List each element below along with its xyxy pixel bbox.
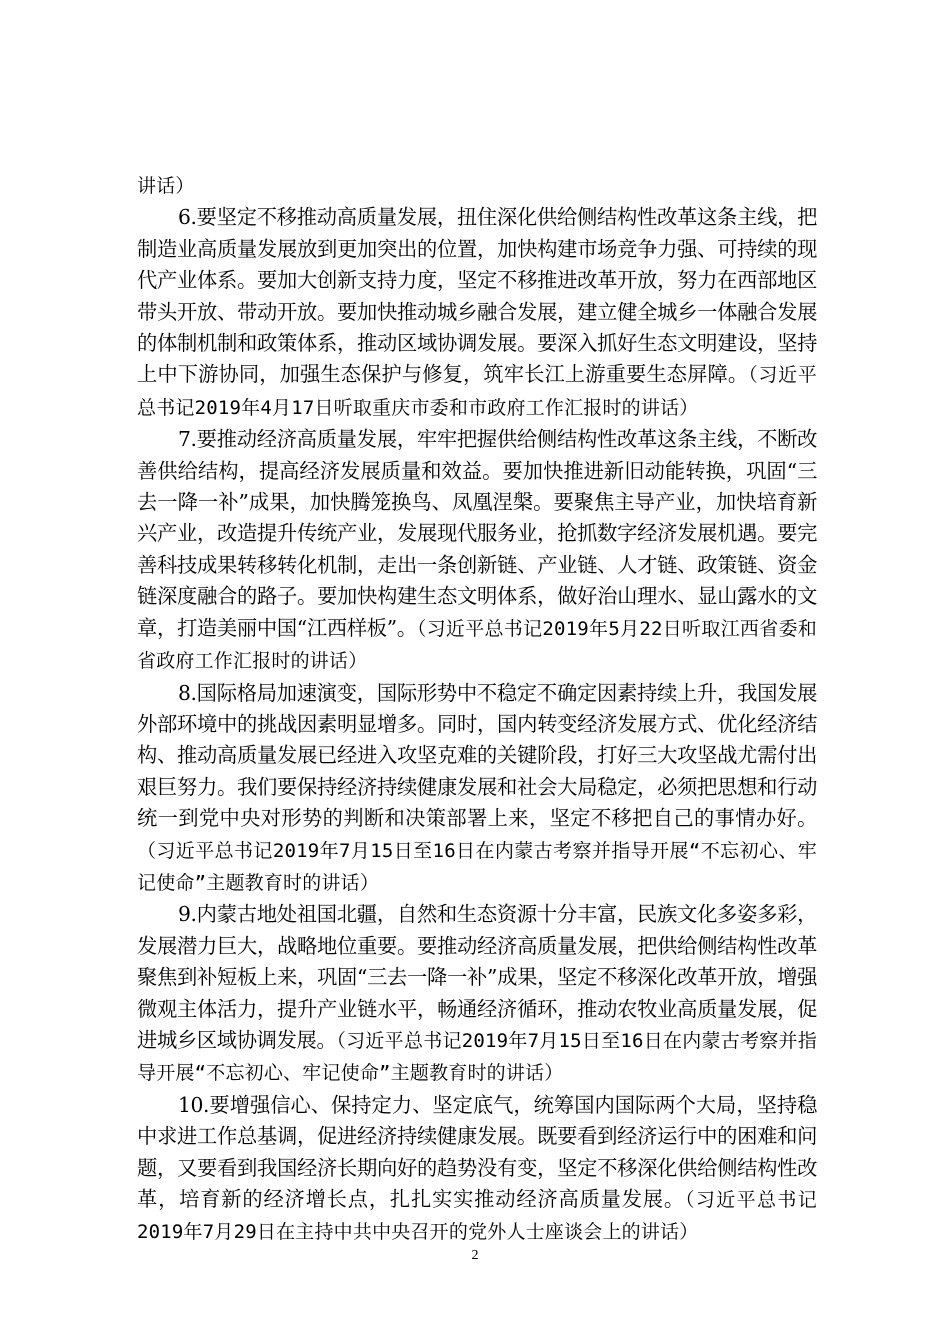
paragraph-body: 7.要推动经济高质量发展，牢牢把握供给侧结构性改革这条主线，不断改善供给结构，提高经济发展质量和效益。要加快推进新旧动能转换，巩固“三去一降一补”成果，加快腾笼换鸟、凤凰涅槃。要聚焦主导产业，加快培育新兴产业，改造提升传统产业，发展现代服务业，抢抓数字经济发展机遇。要完善科技成果转移转化机制，走出一条创新链、产业链、人才链、政策链、资金链深度融合的路子。要加快构建生态文明体系，做好治山理水、显山露水的文章，打造美丽中国“江西样板”。 xyxy=(137,427,817,640)
speech-source: （习近平总书记2019年7月15日至16日在内蒙古考察并指导开展“不忘初心、牢记使命”主题教育时的讲话） xyxy=(137,1029,817,1085)
paragraph-body: 8.国际格局加速演变，国际形势中不稳定不确定因素持续上升，我国发展外部环境中的挑战因素明显增多。同时，国内转变经济发展方式、优化经济结构、推动高质量发展已经进入攻坚克难的关键阶段，打好三大攻坚战尤需付出艰巨努力。我们要保持经济持续健康发展和社会大局稳定，必须把思想和行动统一到党中央对形势的判断和决策部署上来，坚定不移把自己的事情办好。 xyxy=(137,680,817,831)
paragraph-10 xyxy=(137,1090,817,1249)
paragraph-body: 9.内蒙古地处祖国北疆，自然和生态资源十分丰富，民族文化多姿多彩，发展潜力巨大，战略地位重要。要推动经济高质量发展，把供给侧结构性改革聚焦到补短板上来，巩固“三去一降一补”成果，坚定不移深化改革开放，增强微观主体活力，提升产业链水平，畅通经济循环，推动农牧业高质量发展，促进城乡区域协调发展。 xyxy=(137,902,817,1052)
speech-source: （习近平总书记2019年7月15日至16日在内蒙古考察并指导开展“不忘初心、牢记使命”主题教育时的讲话） xyxy=(137,839,817,894)
page-number: 2 xyxy=(471,1248,479,1263)
paragraph-7 xyxy=(137,424,817,677)
paragraph-body: 10.要增强信心、保持定力、坚定底气，统筹国内国际两个大局，坚持稳中求进工作总基调，促进经济持续健康发展。既要看到经济运行中的困难和问题，又要看到我国经济长期向好的趋势没有变，坚定不移深化供给侧结构性改革，培育新的经济增长点，扎扎实实推动经济高质量发展。 xyxy=(137,1092,817,1211)
paragraph-body: 6.要坚定不移推动高质量发展，扭住深化供给侧结构性改革这条主线，把制造业高质量发展放到更加突出的位置，加快构建市场竞争力强、可持续的现代产业体系。要加大创新支持力度，坚定不移推进改革开放，努力在西部地区带头开放、带动开放。要加快推动城乡融合发展，建立健全城乡一体融合发展的体制机制和政策体系，推动区域协调发展。要深入抓好生态文明建设，坚持上中下游协同，加强生态保护与修复，筑牢长江上游重要生态屏障。 xyxy=(137,205,817,387)
continuation-line xyxy=(137,170,817,202)
speech-source: （习近平总书记2019年5月22日听取江西省委和省政府工作汇报时的讲话） xyxy=(137,617,818,673)
paragraph-6 xyxy=(137,202,817,424)
paragraph-9 xyxy=(137,899,817,1089)
paragraph-8 xyxy=(137,678,817,900)
document-body xyxy=(137,170,817,1249)
speech-source: 讲话） xyxy=(137,175,195,197)
speech-source: （习近平总书记2019年4月17日听取重庆市委和市政府工作汇报时的讲话） xyxy=(137,364,817,419)
speech-source: （习近平总书记2019年7月29日在主持中共中央召开的党外人士座谈会上的讲话） xyxy=(137,1189,817,1244)
